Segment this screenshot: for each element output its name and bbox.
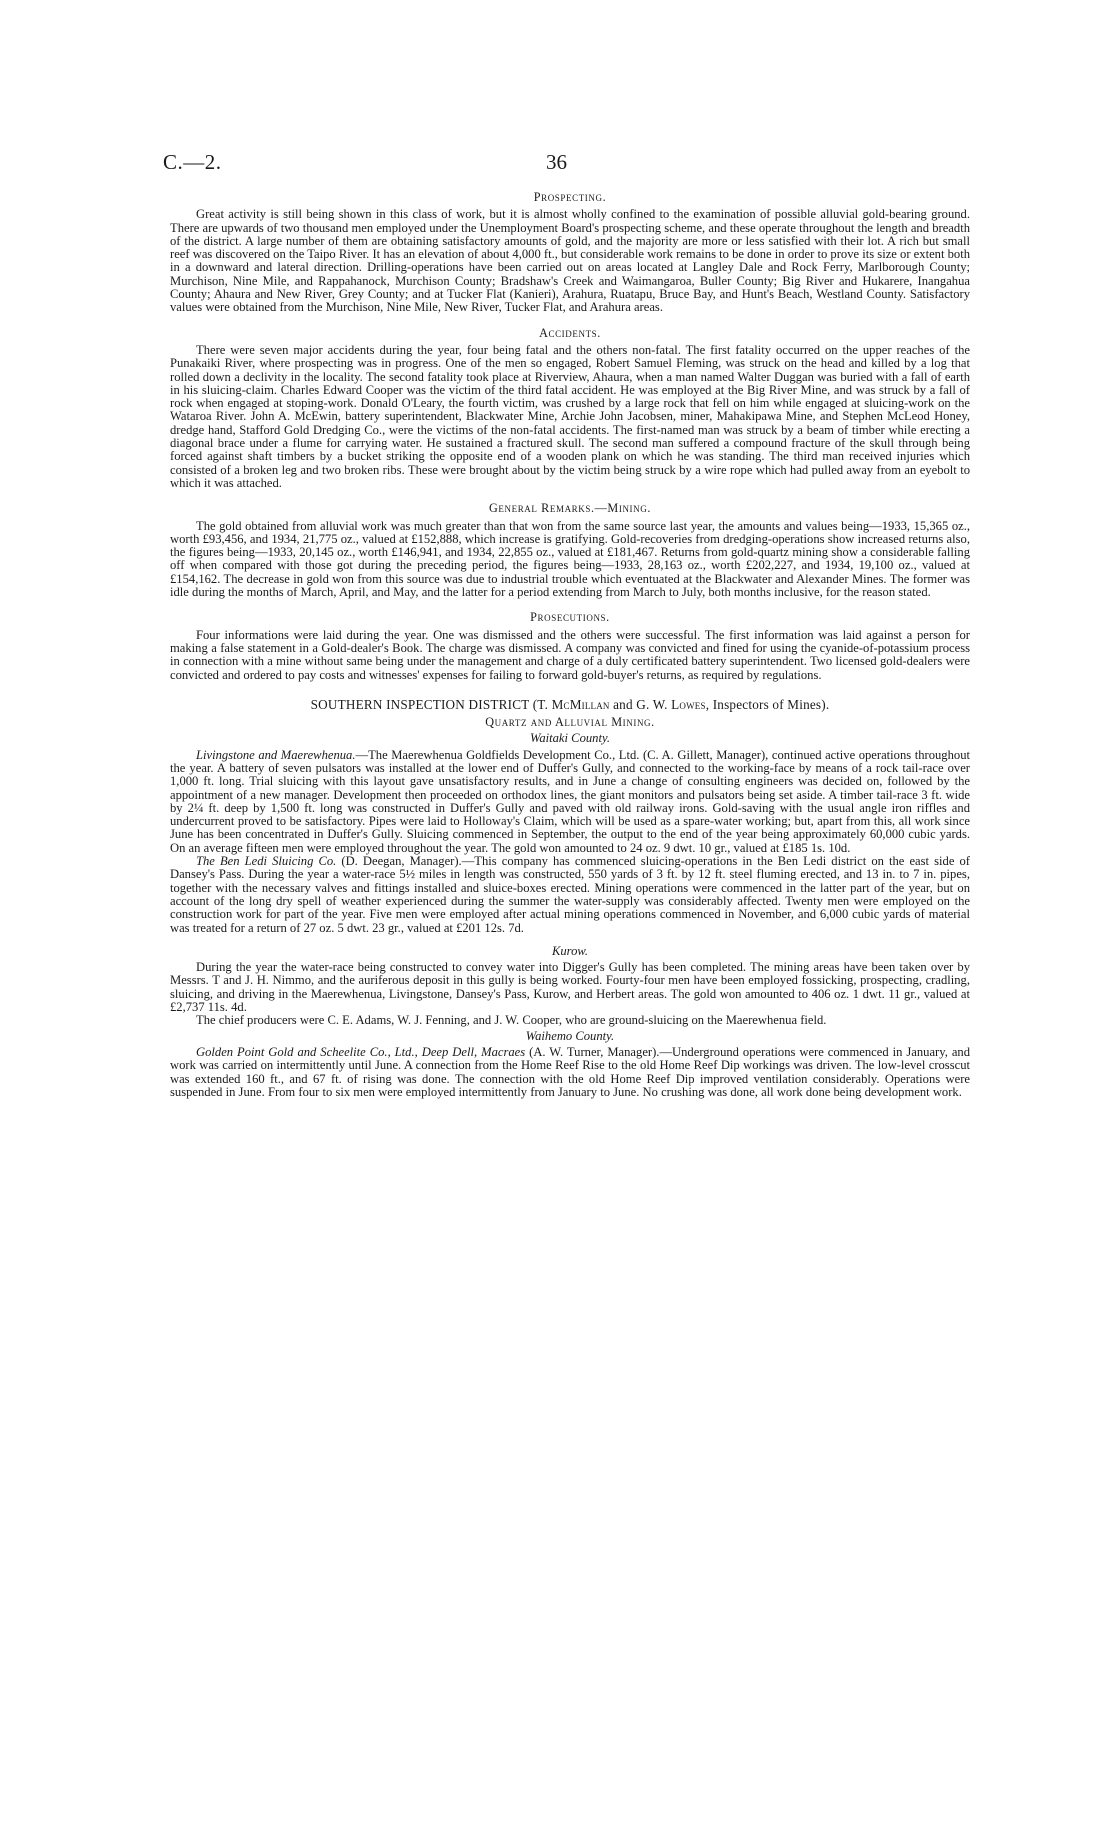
county-title-waihemo: Waihemo County. bbox=[525, 1028, 615, 1043]
page-number: 36 bbox=[546, 150, 567, 174]
paragraph-lead-livingstone: Livingstone and Maerewhenua. bbox=[196, 747, 356, 762]
paragraph-livingstone bbox=[170, 749, 970, 855]
paragraph-lead-ben-ledi: The Ben Ledi Sluicing Co. bbox=[196, 854, 337, 869]
district-heading bbox=[170, 698, 970, 711]
report-code: C.—2. bbox=[163, 150, 222, 174]
paragraph-body-golden-point: (A. W. Turner, Manager).—Underground operations were commenced in January, and work was carried on intermittently until June. A connection from the Home Reef Rise to the old Home Reef Dip workings was driven. The low-level crosscut was extended 160 ft., and 67 ft. of rising was done. The connection with the old Home Reef Dip improved ventilation considerably. Operations were suspended in June. From four to six men were employed intermittently from January to June. No crushing was done, all work done being development work. bbox=[170, 1044, 971, 1099]
paragraph-general-remarks: The gold obtained from alluvial work was much greater than that won from the same source last year, the amounts and values being—1933, 15,365 oz., worth £93,456, and 1934, 21,775 oz., valued at £152,888, which increase is gratifying. Gold-recoveries from dredging-operations show increased returns also, the figures being—1933, 20,145 oz., worth £146,941, and 1934, 22,855 oz., valued at £181,467. Returns from gold-quartz mining show a considerable falling off when compared with those got during the preceding period, the figures being—1933, 28,163 oz., worth £202,227, and 1934, 19,100 oz., valued at £154,162. The decrease in gold won from this source was due to industrial trouble which eventuated at the Blackwater and Alexander Mines. The former was idle during the months of March, April, and May, and the latter for a period extending from March to July, both months inclusive, for the reason stated. bbox=[170, 518, 970, 600]
district-heading-mid: and G. W. bbox=[609, 696, 672, 712]
paragraph-golden-point bbox=[170, 1046, 970, 1099]
paragraph-lead-golden-point: Golden Point Gold and Scheelite Co., Ltd., Deep Dell, Macraes bbox=[196, 1044, 526, 1059]
county-title-waitaki: Waitaki County. bbox=[530, 731, 610, 746]
paragraph-prosecutions: Four informations were laid during the year. One was dismissed and the others were successful. The first information was laid against a person for making a false statement in a Gold-dealer's Book. The charge was dismissed. A company was convicted and fined for using the cyanide-of-potassium process in connection with a mine without same being under the management and charge of a duly certificated battery superintendent. Two licensed gold-dealers were convicted and ordered to pay costs and witnesses' expenses for failing to forward gold-buyer's returns, as required by regulations. bbox=[170, 627, 970, 682]
inspector-name-2: Lowes bbox=[671, 696, 706, 712]
district-heading-main: SOUTHERN INSPECTION DISTRICT (T. bbox=[310, 696, 552, 712]
subsection-title-quartz-alluvial: Quartz and Alluvial Mining. bbox=[485, 715, 655, 730]
district-heading-end: , Inspectors of Mines). bbox=[705, 696, 830, 712]
paragraph-ben-ledi bbox=[170, 855, 970, 935]
section-title-general-remarks: General Remarks.—Mining. bbox=[489, 501, 651, 516]
paragraph-accidents: There were seven major accidents during the year, four being fatal and the others non-fatal. The first fatality occurred on the upper reaches of the Punakaiki River, where prospecting was in progress. One of the men so engaged, Robert Samuel Fleming, was struck on the head and killed by a log that rolled down a declivity in the locality. The second fatality took place at Riverview, Ahaura, when a man named Walter Duggan was buried with a fall of earth in his sluicing-claim. Charles Edward Cooper was the victim of the third fatal accident. He was employed at the Big River Mine, and was struck by a fall of rock when engaged at stoping-work. Donald O'Leary, the fourth victim, was crushed by a large rock that fell on him while engaged at sluicing-work on the Wataroa River. John A. McEwin, battery superintendent, Blackwater Mine, Archie John Jacobsen, miner, Mahakipawa Mine, and Stephen McLeod Honey, dredge hand, Stafford Gold Dredging Co., were the victims of the non-fatal accidents. The first-named man was struck by a beam of timber while erecting a diagonal brace under a flume for carrying water. He sustained a fractured skull. The second man suffered a compound fracture of the skull through being forced against shaft timbers by a bucket striking the opposite end of a wooden plank on which he was standing. The third man received injuries which consisted of a broken leg and two broken ribs. These were brought about by the victim being struck by a wire rope which had pulled away from an eyebolt to which it was attached. bbox=[170, 342, 970, 490]
section-title-prosecutions: Prosecutions. bbox=[530, 610, 610, 625]
paragraph-prospecting: Great activity is still being shown in this class of work, but it is almost wholly confined to the examination of possible alluvial gold-bearing ground. There are upwards of two thousand men employed under the Unemployment Board's prospecting scheme, and these operate throughout the length and breadth of the district. A large number of them are obtaining satisfactory amounts of gold, and the majority are more or less satisfied with their lot. A rich but small reef was discovered on the Taipo River. It has an elevation of about 4,000 ft., but considerable work remains to be done in order to prove its size or extent both in a downward and lateral direction. Drilling-operations have been carried out on areas located at Langley Dale and Rock Ferry, Marlborough County; Murchison, Nine Mile, and Rappahanock, Murchison County; Bradshaw's Creek and Waimangaroa, Buller County; Big River and Hukarere, Inangahua County; Ahaura and New River, Grey County; and at Tucker Flat (Kanieri), Arahura, Ruatapu, Bruce Bay, and Hunt's Beach, Westland County. Satisfactory values were obtained from the Murchison, Nine Mile, New River, Tucker Flat, and Arahura areas. bbox=[170, 207, 970, 315]
section-title-prospecting: Prospecting. bbox=[533, 190, 607, 204]
page-content bbox=[170, 191, 970, 1099]
paragraph-body-livingstone: —The Maerewhenua Goldfields Development Co., Ltd. (C. A. Gillett, Manager), continued active operations throughout the year. A battery of seven pulsators was installed at the lower end of Duffer's Gully, and connected to the working-face by means of a rock tail-race over 1,000 ft. long. Trial sluicing with this layout gave unsatisfactory results, and in June a change of consulting engineers was decided on, followed by the appointment of a new manager. Development then proceeded on orthodox lines, the giant monitors and pulsators being set aside. A timber tail-race 3 ft. wide by 2¼ ft. deep by 1,500 ft. long was constructed in Duffer's Gully and paved with old railway irons. Gold-saving with the usual angle iron riffles and undercurrent proved to be satisfactory. Pipes were laid to Holloway's Claim, which will be used as a spare-water working; but, apart from this, all work since June has been concentrated in Duffer's Gully. Sluicing commenced in September, the output to the end of the year being approximately 60,000 cubic yards. On an average fifteen men were employed throughout the year. The gold won amounted to 24 oz. 9 dwt. 10 gr., valued at £185 1s. 10d. bbox=[170, 747, 970, 855]
paragraph-kurow-2: The chief producers were C. E. Adams, W. J. Fenning, and J. W. Cooper, who are ground-sluicing on the Maerewhenua field. bbox=[196, 1013, 827, 1028]
section-title-accidents: Accidents. bbox=[539, 325, 601, 340]
inspector-name-1: McMillan bbox=[551, 696, 610, 712]
county-title-kurow: Kurow. bbox=[551, 943, 589, 958]
paragraph-body-ben-ledi: (D. Deegan, Manager).—This company has commenced sluicing-operations in the Ben Ledi district on the east side of Dansey's Pass. During the year a water-race 5½ miles in length was constructed, 550 yards of 3 ft. by 12 ft. steel fluming erected, and 13 in. to 7 in. pipes, together with the necessary valves and fittings installed and sluice-boxes erected. Mining operations were commenced in the latter part of the year, but on account of the long dry spell of weather experienced during the summer the water-supply was considerably affected. Twenty men were employed on the construction work for part of the year. Five men were employed after actual mining operations commenced in November, and 6,000 cubic yards of material was treated for a return of 27 oz. 5 dwt. 23 gr., valued at £201 12s. 7d. bbox=[170, 854, 970, 935]
paragraph-kurow-1: During the year the water-race being constructed to convey water into Digger's Gully has been completed. The mining areas have been taken over by Messrs. T and J. H. Nimmo, and the auriferous deposit in this gully is being worked. Fourty-four men have been employed fossicking, prospecting, cradling, sluicing, and driving in the Maerewhenua, Livingstone, Dansey's Pass, Kurow, and Herbert areas. The gold won amounted to 406 oz. 1 dwt. 11 gr., valued at £2,737 11s. 4d. bbox=[170, 960, 970, 1015]
